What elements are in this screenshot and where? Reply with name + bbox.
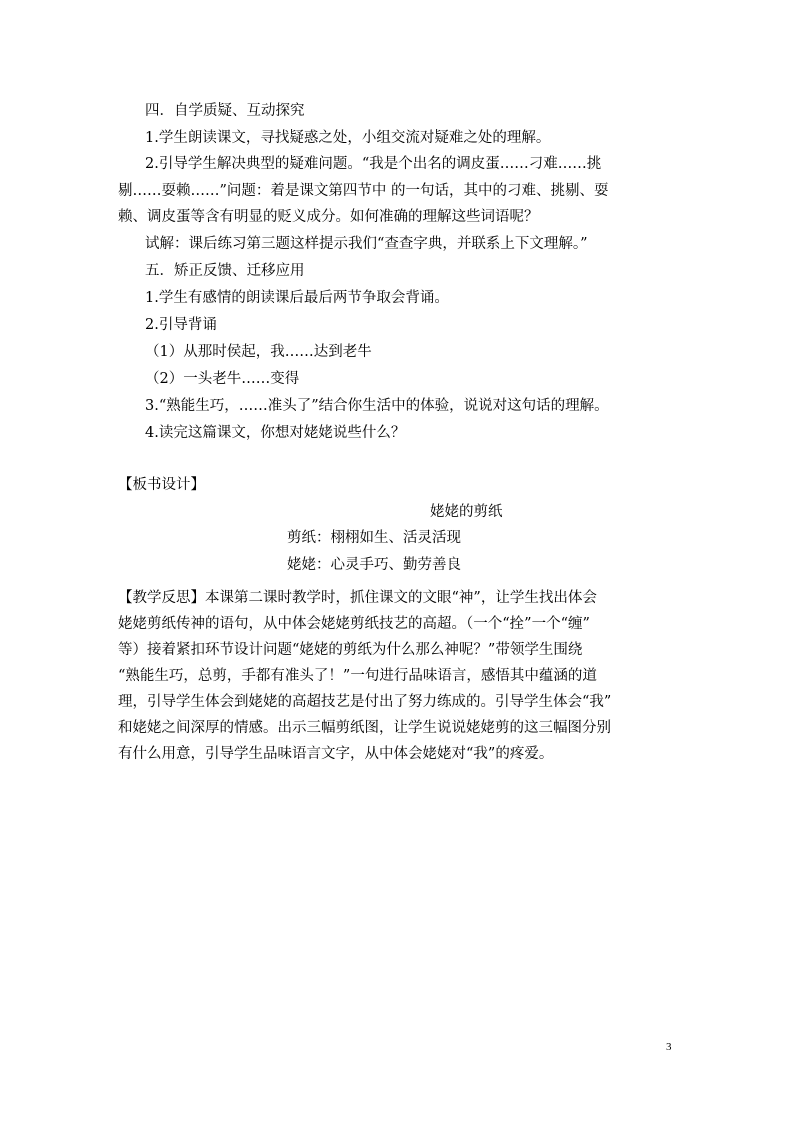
section5-item: （2）一头老牛……变得 <box>145 371 300 387</box>
board-heading: 【板书设计】 <box>118 477 205 493</box>
reflection-line: “熟能生巧，总剪，手都有准头了！”一句进行品味语言，感悟其中蕴涵的道 <box>118 668 597 684</box>
section5-item: 2.引导背诵 <box>145 317 217 333</box>
reflection-line: 等）接着紧扣环节设计问题“姥姥的剪纸为什么那么神呢？”带领学生围绕 <box>118 642 583 658</box>
reflection-line: 和姥姥之间深厚的情感。出示三幅剪纸图，让学生说说姥姥剪的这三幅图分别 <box>118 720 611 736</box>
board-line: 姥姥：心灵手巧、勤劳善良 <box>287 557 461 573</box>
reflection-line: 姥姥剪纸传神的语句，从中体会姥姥剪纸技艺的高超。（一个“拴”一个“缠” <box>118 616 590 632</box>
section5-item: 1.学生有感情的朗读课后最后两节争取会背诵。 <box>145 290 449 306</box>
section5-item: （1）从那时侯起，我……达到老牛 <box>145 344 372 360</box>
board-line: 剪纸：栩栩如生、活灵活现 <box>287 530 461 546</box>
reflection-line: 【教学反思】本课第二课时教学时，抓住课文的文眼“神”，让学生找出体会 <box>118 590 597 606</box>
section4-item: 试解：课后练习第三题这样提示我们“查查字典，并联系上下文理解。” <box>145 236 588 252</box>
reflection-line: 理，引导学生体会到姥姥的高超技艺是付出了努力练成的。引导学生体会“我” <box>118 694 612 710</box>
section4-heading: 四．自学质疑、互动探究 <box>145 103 305 119</box>
board-title: 姥姥的剪纸 <box>430 504 503 520</box>
section5-item: 3.“熟能生巧，……准头了”结合你生活中的体验，说说对这句话的理解。 <box>145 398 609 414</box>
section5-heading: 五．矫正反馈、迁移应用 <box>145 263 305 279</box>
section5-item: 4.读完这篇课文，你想对姥姥说些什么？ <box>145 425 406 441</box>
reflection-line: 有什么用意，引导学生品味语言文字，从中体会姥姥对“我”的疼爱。 <box>118 746 554 762</box>
section4-item: 赖、调皮蛋等含有明显的贬义成分。如何准确的理解这些词语呢？ <box>118 209 539 225</box>
section4-item: 1.学生朗读课文，寻找疑惑之处，小组交流对疑难之处的理解。 <box>145 130 551 146</box>
section4-item: 剔……耍赖……”问题：着是课文第四节中 的一句话，其中的刁难、挑剔、耍 <box>118 183 609 199</box>
section4-item: 2.引导学生解决典型的疑难问题。“我是个出名的调皮蛋……刁难……挑 <box>145 156 602 172</box>
page-number: 3 <box>666 1041 672 1053</box>
